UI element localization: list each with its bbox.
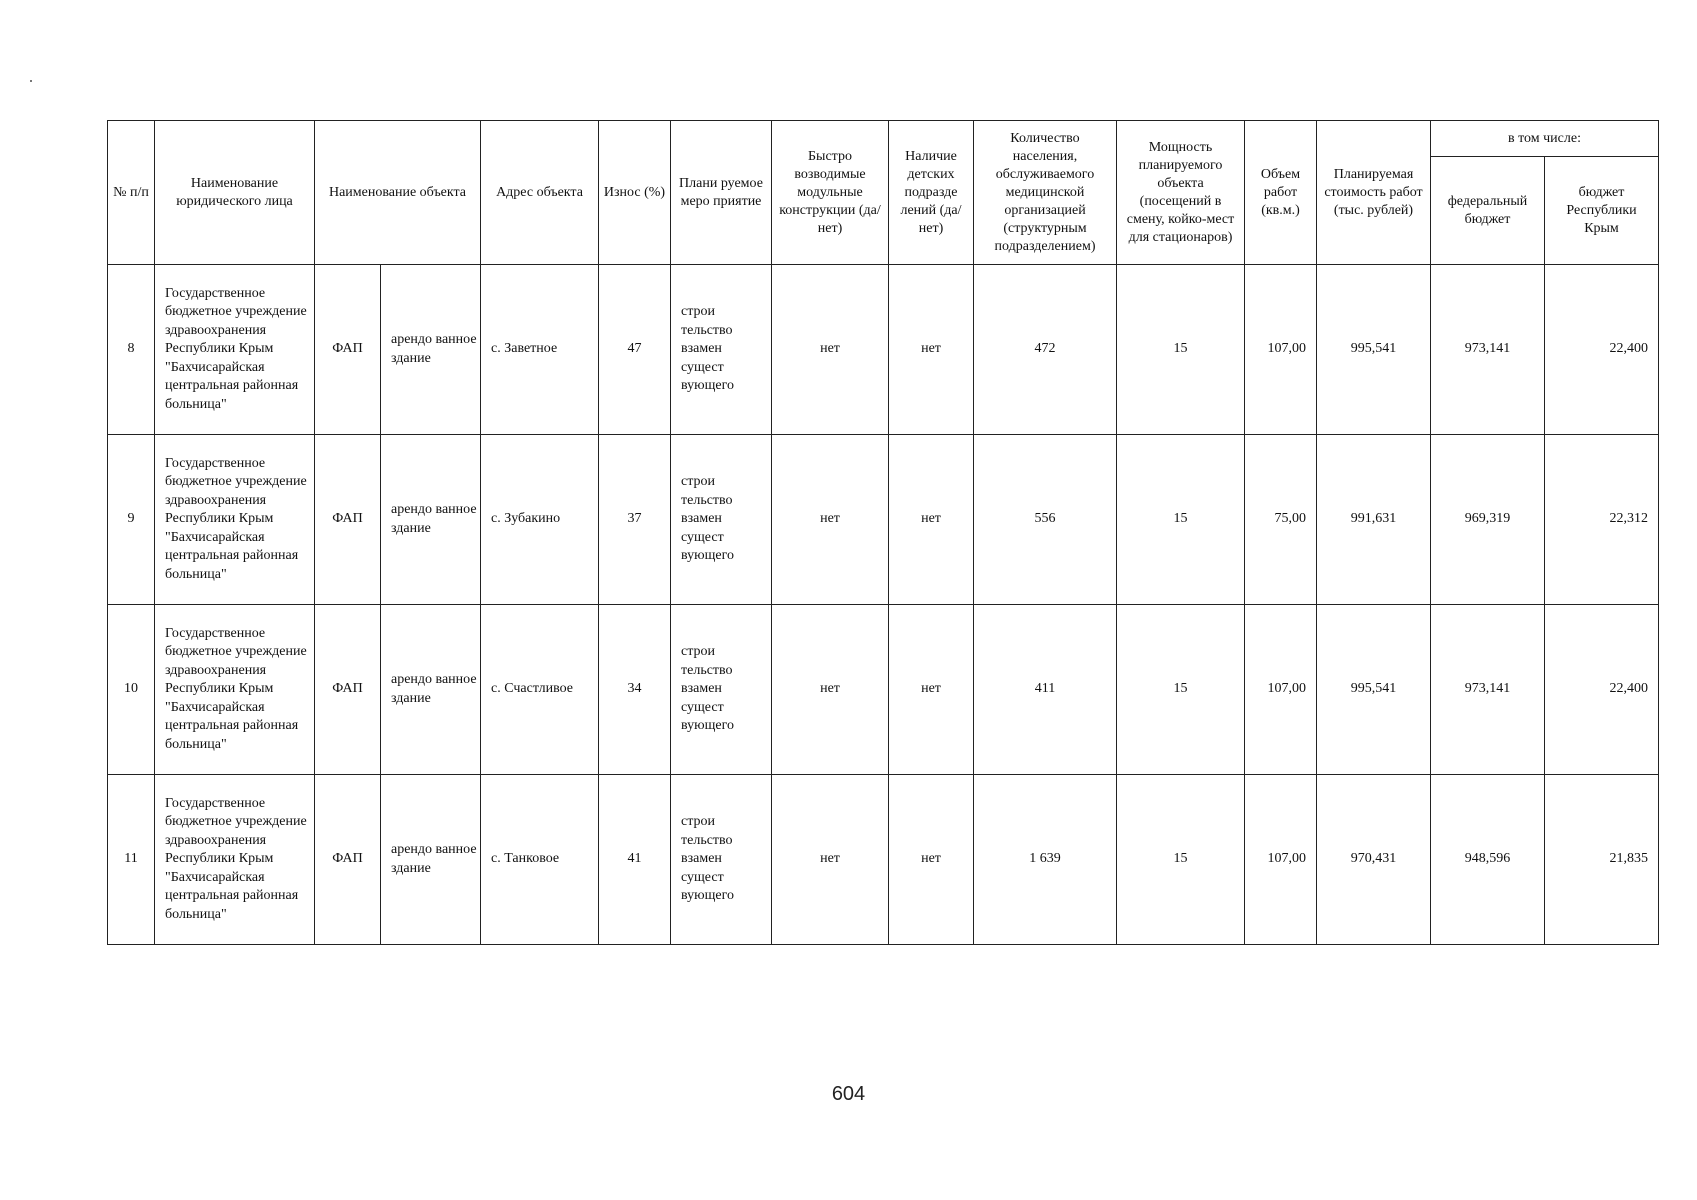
header-capacity: Мощность планируемого объекта (посещений в смену, койко-мест для стационаров) xyxy=(1117,121,1245,265)
cell-num: 10 xyxy=(108,605,155,775)
cell-wear: 34 xyxy=(599,605,671,775)
cell-population: 411 xyxy=(974,605,1117,775)
cell-republic: 22,400 xyxy=(1545,265,1659,435)
cell-address: с. Танковое xyxy=(481,775,599,945)
cell-population: 472 xyxy=(974,265,1117,435)
table-row xyxy=(108,265,1659,435)
header-wear: Износ (%) xyxy=(599,121,671,265)
cell-measure: строи тельство взамен сущест вующего xyxy=(671,435,772,605)
cell-wear: 41 xyxy=(599,775,671,945)
table-row xyxy=(108,775,1659,945)
cell-republic: 21,835 xyxy=(1545,775,1659,945)
header-legal-entity: Наименование юридического лица xyxy=(155,121,315,265)
cell-building: арендо ванное здание xyxy=(381,775,481,945)
header-num: № п/п xyxy=(108,121,155,265)
page-number: 604 xyxy=(831,1083,866,1105)
cell-modular: нет xyxy=(772,435,889,605)
cell-republic: 22,400 xyxy=(1545,605,1659,775)
cell-capacity: 15 xyxy=(1117,775,1245,945)
cell-measure: строи тельство взамен сущест вующего xyxy=(671,775,772,945)
cell-modular: нет xyxy=(772,265,889,435)
cell-measure: строи тельство взамен сущест вующего xyxy=(671,265,772,435)
header-address: Адрес объекта xyxy=(481,121,599,265)
cell-object-type: ФАП xyxy=(315,435,381,605)
cell-measure: строи тельство взамен сущест вующего xyxy=(671,605,772,775)
cell-num: 11 xyxy=(108,775,155,945)
cell-population: 556 xyxy=(974,435,1117,605)
header-federal: федеральный бюджет xyxy=(1431,157,1545,265)
cell-num: 8 xyxy=(108,265,155,435)
cell-volume: 107,00 xyxy=(1245,775,1317,945)
cell-volume: 107,00 xyxy=(1245,265,1317,435)
cell-cost: 995,541 xyxy=(1317,265,1431,435)
cell-capacity: 15 xyxy=(1117,265,1245,435)
cell-federal: 973,141 xyxy=(1431,605,1545,775)
header-cost: Планируемая стоимость работ (тыс. рублей) xyxy=(1317,121,1431,265)
table-header xyxy=(108,121,1659,265)
cell-address: с. Счастливое xyxy=(481,605,599,775)
header-children: Наличие детских подразде лений (да/нет) xyxy=(889,121,974,265)
header-object-name: Наименование объекта xyxy=(315,121,481,265)
table-row xyxy=(108,605,1659,775)
cell-cost: 970,431 xyxy=(1317,775,1431,945)
cell-children: нет xyxy=(889,605,974,775)
document-sheet xyxy=(107,120,1659,945)
header-planned-measure: Плани руемое меро приятие xyxy=(671,121,772,265)
cell-population: 1 639 xyxy=(974,775,1117,945)
table-row xyxy=(108,435,1659,605)
header-population: Количество населения, обслуживаемого медицинской организацией (структурным подразделением) xyxy=(974,121,1117,265)
cell-capacity: 15 xyxy=(1117,435,1245,605)
cell-modular: нет xyxy=(772,605,889,775)
cell-capacity: 15 xyxy=(1117,605,1245,775)
cell-volume: 75,00 xyxy=(1245,435,1317,605)
cell-num: 9 xyxy=(108,435,155,605)
cell-object-type: ФАП xyxy=(315,265,381,435)
cell-cost: 991,631 xyxy=(1317,435,1431,605)
facilities-table xyxy=(107,120,1659,945)
cell-volume: 107,00 xyxy=(1245,605,1317,775)
cell-children: нет xyxy=(889,775,974,945)
cell-address: с. Зубакино xyxy=(481,435,599,605)
cell-cost: 995,541 xyxy=(1317,605,1431,775)
cell-building: арендо ванное здание xyxy=(381,265,481,435)
cell-wear: 37 xyxy=(599,435,671,605)
scan-speck xyxy=(30,80,32,82)
header-modular: Быстро возводимые модульные конструкции (да/нет) xyxy=(772,121,889,265)
header-including: в том числе: xyxy=(1431,121,1659,157)
cell-legal-entity: Государственное бюджетное учреждение здравоохранения Республики Крым "Бахчисарайская центральная районная больница" xyxy=(155,775,315,945)
table-body xyxy=(108,265,1659,945)
cell-object-type: ФАП xyxy=(315,775,381,945)
cell-federal: 969,319 xyxy=(1431,435,1545,605)
header-volume: Объем работ (кв.м.) xyxy=(1245,121,1317,265)
cell-modular: нет xyxy=(772,775,889,945)
cell-legal-entity: Государственное бюджетное учреждение здравоохранения Республики Крым "Бахчисарайская центральная районная больница" xyxy=(155,605,315,775)
cell-legal-entity: Государственное бюджетное учреждение здравоохранения Республики Крым "Бахчисарайская центральная районная больница" xyxy=(155,435,315,605)
cell-legal-entity: Государственное бюджетное учреждение здравоохранения Республики Крым "Бахчисарайская центральная районная больница" xyxy=(155,265,315,435)
cell-children: нет xyxy=(889,265,974,435)
cell-federal: 948,596 xyxy=(1431,775,1545,945)
cell-children: нет xyxy=(889,435,974,605)
cell-republic: 22,312 xyxy=(1545,435,1659,605)
cell-building: арендо ванное здание xyxy=(381,605,481,775)
cell-federal: 973,141 xyxy=(1431,265,1545,435)
cell-object-type: ФАП xyxy=(315,605,381,775)
cell-wear: 47 xyxy=(599,265,671,435)
cell-address: с. Заветное xyxy=(481,265,599,435)
cell-building: арендо ванное здание xyxy=(381,435,481,605)
header-republic: бюджет Республики Крым xyxy=(1545,157,1659,265)
